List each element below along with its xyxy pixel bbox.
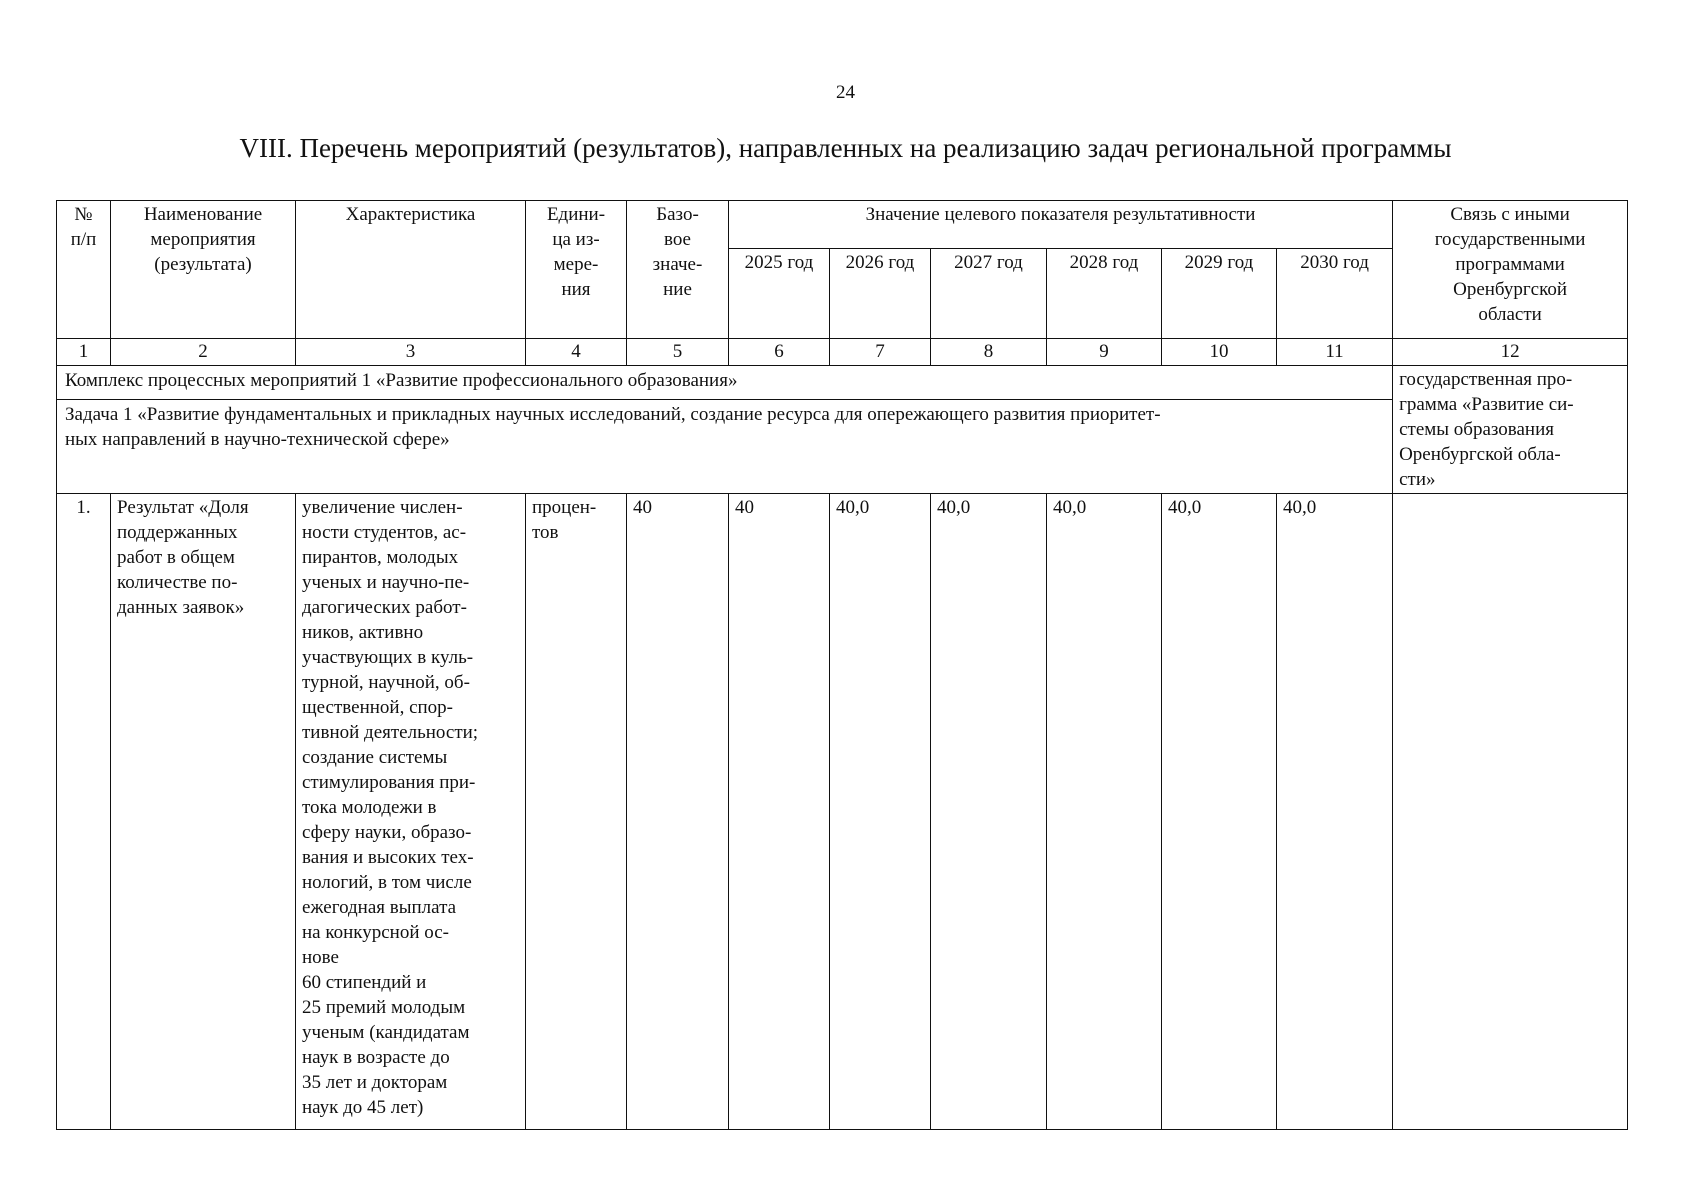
header-name: Наименование мероприятия (результата) (111, 201, 296, 339)
header-link: Связь с иными государственными программами Оренбургской области (1393, 201, 1628, 339)
row-name: Результат «Доля поддержанных работ в общем количестве по- данных заявок» (111, 494, 296, 1130)
col-number: 10 (1162, 339, 1277, 366)
col-number: 6 (729, 339, 830, 366)
header-year-2026: 2026 год (830, 249, 931, 339)
complex-row (57, 366, 1628, 400)
col-number: 4 (526, 339, 627, 366)
complex-title: Комплекс процессных мероприятий 1 «Развитие профессионального образования» (57, 366, 1393, 400)
header-num: № п/п (57, 201, 111, 339)
row-value-2029: 40,0 (1162, 494, 1277, 1130)
col-number: 9 (1047, 339, 1162, 366)
header-row-1 (57, 201, 1628, 249)
header-target-group: Значение целевого показателя результативности (729, 201, 1393, 249)
table-row (57, 494, 1628, 1130)
header-year-2027: 2027 год (931, 249, 1047, 339)
header-year-2030: 2030 год (1277, 249, 1393, 339)
link-program: государственная про- грамма «Развитие си- стемы образования Оренбургской обла- сти» (1393, 366, 1628, 494)
col-number: 2 (111, 339, 296, 366)
row-characteristic: увеличение числен- ности студентов, ас- пирантов, молодых ученых и научно-пе- дагогических работ- ников, активно участвующих в куль- турной, научной, об- щественной, спор- тивной деятельности; создание системы стимулирования при- тока молодежи в сферу науки, образо- вания и высоких тех- нологий, в том числе ежегодная выплата на конкурсной ос- нове 60 стипендий и 25 премий молодым ученым (кандидатам наук в возрасте до 35 лет и докторам наук до 45 лет) (296, 494, 526, 1130)
task-title: Задача 1 «Развитие фундаментальных и прикладных научных исследований, создание ресурса для опережающего развития приоритет- ных направлений в научно-технической сфере» (57, 399, 1393, 493)
col-number: 11 (1277, 339, 1393, 366)
row-value-2025: 40 (729, 494, 830, 1130)
section-title: VIII. Перечень мероприятий (результатов), направленных на реализацию задач региональной программы (239, 133, 1452, 163)
row-value-2026: 40,0 (830, 494, 931, 1130)
row-unit: процен- тов (526, 494, 627, 1130)
col-number: 5 (627, 339, 729, 366)
header-base: Базо- вое значе- ние (627, 201, 729, 339)
row-link (1393, 494, 1628, 1130)
col-number: 7 (830, 339, 931, 366)
header-unit: Едини- ца из- мере- ния (526, 201, 627, 339)
row-value-2027: 40,0 (931, 494, 1047, 1130)
row-num: 1. (57, 494, 111, 1130)
header-characteristic: Характеристика (296, 201, 526, 339)
row-base: 40 (627, 494, 729, 1130)
header-year-2028: 2028 год (1047, 249, 1162, 339)
col-number: 12 (1393, 339, 1628, 366)
header-year-2025: 2025 год (729, 249, 830, 339)
row-value-2028: 40,0 (1047, 494, 1162, 1130)
header-year-2029: 2029 год (1162, 249, 1277, 339)
column-number-row (57, 339, 1628, 366)
col-number: 1 (57, 339, 111, 366)
measures-table (56, 200, 1628, 1130)
task-row (57, 399, 1628, 493)
col-number: 3 (296, 339, 526, 366)
page-number: 24 (836, 82, 855, 103)
row-value-2030: 40,0 (1277, 494, 1393, 1130)
col-number: 8 (931, 339, 1047, 366)
